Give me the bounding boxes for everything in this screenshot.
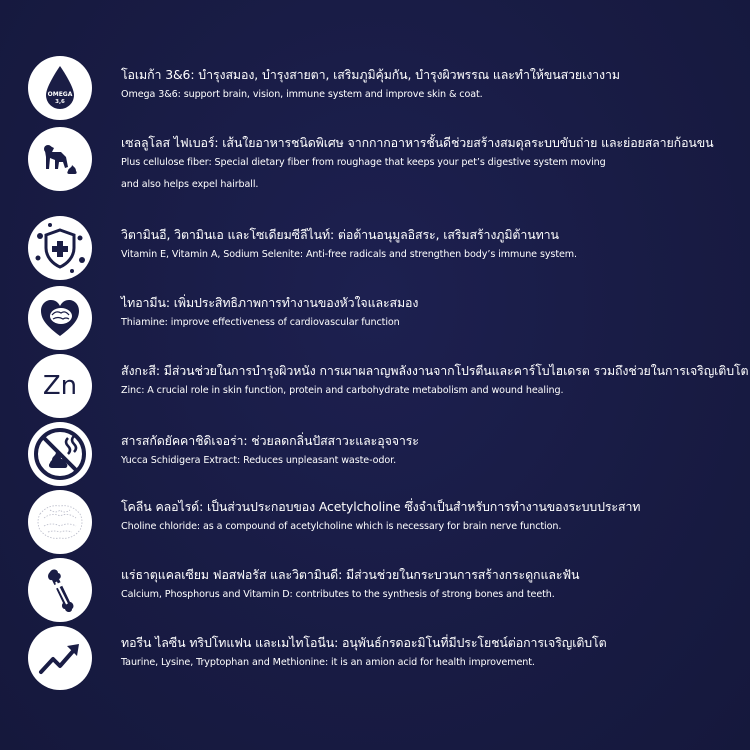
benefit-title-thai: แร่ธาตุแคลเซียม ฟอสฟอรัส และวิตามินดี: มีส่วนช่วยในกระบวนการสร้างกระดูกและฟัน <box>121 567 580 582</box>
benefit-desc-english: Vitamin E, Vitamin A, Sodium Selenite: Anti-free radicals and strengthen body’s immune system. <box>121 249 577 260</box>
benefit-text <box>121 286 743 330</box>
benefit-desc-english: Calcium, Phosphorus and Vitamin D: contributes to the synthesis of strong bones and teeth. <box>121 589 555 600</box>
benefit-title-thai: สังกะสี: มีส่วนช่วยในการบำรุงผิวหนัง การเผาผลาญพลังงานจากโปรตีนและคาร์โบไฮเดรต รวมถึงช่วยในการเจริญเติบโต <box>121 363 749 378</box>
benefit-title-thai: เซลลูโลส ไฟเบอร์: เส้นใยอาหารชนิดพิเศษ จากกากอาหารชั้นดีช่วยสร้างสมดุลระบบขับถ่าย และย่อยสลายก้อนขน <box>121 135 714 150</box>
benefit-desc-english: Taurine, Lysine, Tryptophan and Methionine: it is an amion acid for health improvement. <box>121 657 535 668</box>
benefit-item-yucca <box>28 422 740 486</box>
benefit-text <box>121 216 743 262</box>
benefit-item-calcium <box>28 558 740 622</box>
benefit-desc-english-cont: and also helps expel hairball. <box>121 179 259 190</box>
benefit-item-vitamins <box>28 216 740 280</box>
benefit-item-choline <box>28 490 740 554</box>
benefit-desc-english: Yucca Schidigera Extract: Reduces unpleasant waste-odor. <box>121 455 397 466</box>
zinc-icon-label: Zn <box>42 371 78 401</box>
omega-icon-label: OMEGA <box>47 91 73 98</box>
benefit-text <box>121 490 743 534</box>
benefit-title-thai: ทอรีน ไลซีน ทริปโทแฟน และเมไทโอนีน: อนุพันธ์กรดอะมิโนที่มีประโยชน์ต่อการเจริญเติบโต <box>121 635 607 650</box>
benefit-title-thai: โคลีน คลอไรด์: เป็นส่วนประกอบของ Acetylcholine ซึ่งจำเป็นสำหรับการทำงานของระบบประสาท <box>121 499 641 514</box>
benefit-title-thai: ไทอามีน: เพิ่มประสิทธิภาพการทำงานของหัวใจและสมอง <box>121 295 419 310</box>
immune-shield-icon <box>28 216 92 280</box>
benefit-title-thai: สารสกัดยัคคาชิดิเจอร่า: ช่วยลดกลิ่นปัสสาวะและอุจจาระ <box>121 433 419 448</box>
benefit-item-thiamine <box>28 286 740 350</box>
benefit-desc-english: Zinc: A crucial role in skin function, protein and carbohydrate metabolism and wound healing. <box>121 385 564 396</box>
brain-nerve-icon <box>28 490 92 554</box>
benefit-text <box>121 124 743 192</box>
benefit-desc-english: Omega 3&6: support brain, vision, immune system and improve skin & coat. <box>121 89 483 100</box>
benefit-item-omega <box>28 56 740 120</box>
benefit-text <box>121 558 743 602</box>
omega-icon-sublabel: 3,6 <box>55 99 65 105</box>
benefit-item-amino-acids <box>28 626 740 690</box>
benefit-item-fiber <box>28 124 740 188</box>
omega-drop-icon <box>28 56 92 120</box>
growth-arrow-icon <box>28 626 92 690</box>
benefit-desc-english: Plus cellulose fiber: Special dietary fiber from roughage that keeps your pet’s digestive system moving <box>121 157 606 168</box>
benefit-text <box>121 626 743 670</box>
benefit-item-zinc <box>28 354 749 418</box>
benefit-text <box>121 56 743 102</box>
dog-pooping-icon <box>28 127 92 191</box>
benefit-text <box>121 354 749 398</box>
benefit-desc-english: Choline chloride: as a compound of acetylcholine which is necessary for brain nerve function. <box>121 521 562 532</box>
no-odor-icon <box>28 422 92 486</box>
benefit-title-thai: วิตามินอี, วิตามินเอ และโซเดียมซีลีไนท์: ต่อต้านอนุมูลอิสระ, เสริมสร้างภูมิต้านทาน <box>121 227 559 242</box>
zinc-icon <box>28 354 92 418</box>
benefit-title-thai: โอเมก้า 3&6: บำรุงสมอง, บำรุงสายตา, เสริมภูมิคุ้มกัน, บำรุงผิวพรรณ และทำให้ขนสวยเงางาม <box>121 67 620 82</box>
benefit-text <box>121 422 743 468</box>
benefit-desc-english: Thiamine: improve effectiveness of cardiovascular function <box>121 317 400 328</box>
heart-brain-icon <box>28 286 92 350</box>
bone-teeth-icon <box>28 558 92 622</box>
